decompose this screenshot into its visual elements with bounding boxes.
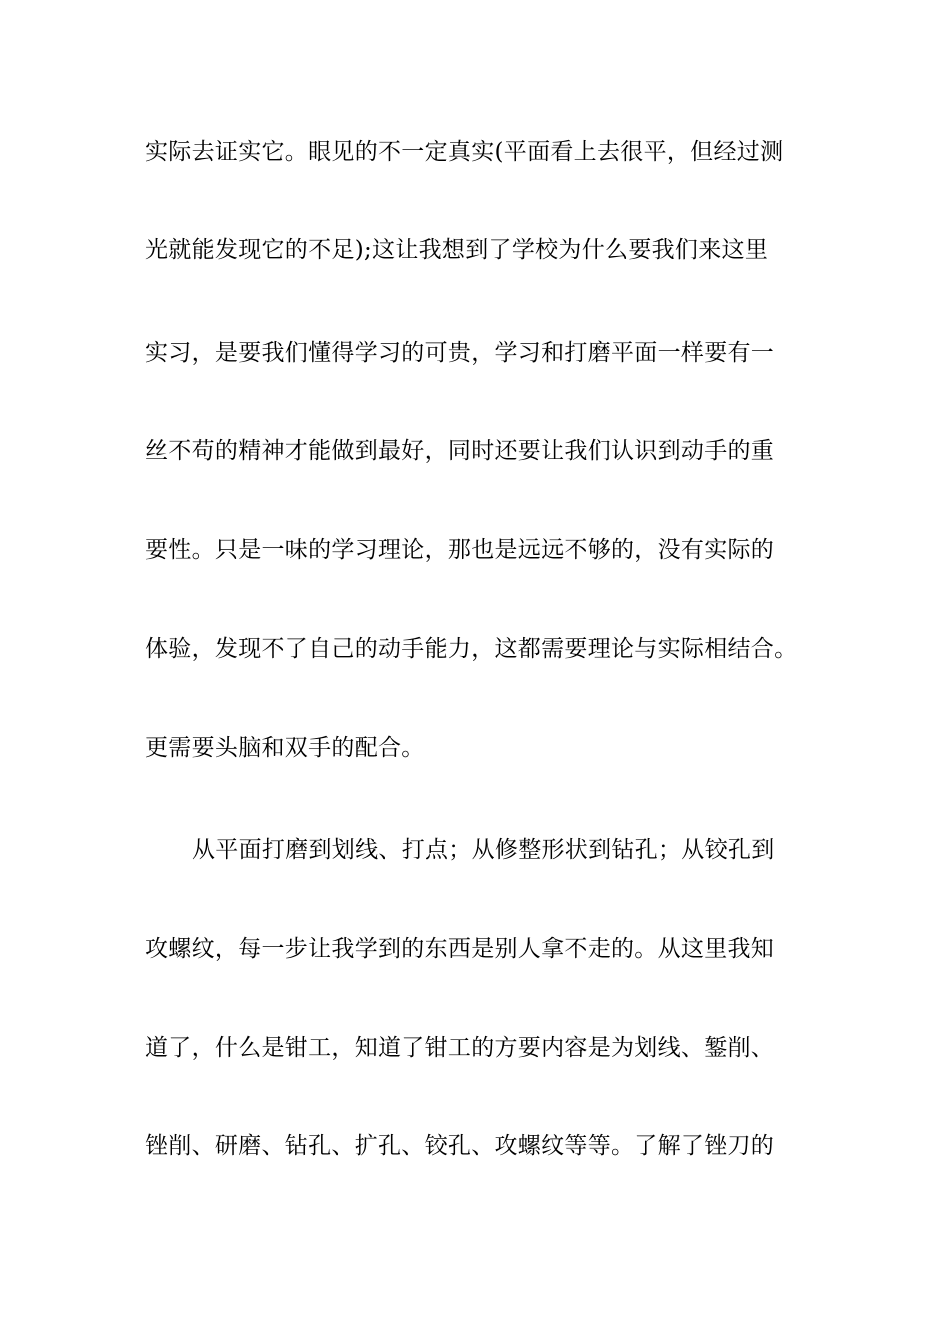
text-line-9: 攻螺纹，每一步让我学到的东西是别人拿不走的。从这里我知 — [145, 936, 775, 962]
text-line-3: 实习，是要我们懂得学习的可贵，学习和打磨平面一样要有一 — [145, 340, 775, 366]
text-line-4: 丝不苟的精神才能做到最好，同时还要让我们认识到动手的重 — [145, 438, 775, 464]
paragraph-start-line: 从平面打磨到划线、打点；从修整形状到钻孔；从铰孔到 — [192, 837, 775, 863]
text-line-1: 实际去证实它。眼见的不一定真实(平面看上去很平，但经过测 — [145, 139, 784, 165]
text-line-2: 光就能发现它的不足);这让我想到了学校为什么要我们来这里 — [145, 237, 769, 263]
text-line-7: 更需要头脑和双手的配合。 — [145, 735, 425, 761]
text-line-10: 道了，什么是钳工，知道了钳工的方要内容是为划线、錾削、 — [145, 1035, 775, 1061]
text-line-11: 锉削、研磨、钻孔、扩孔、铰孔、攻螺纹等等。了解了锉刀的 — [145, 1133, 775, 1159]
text-line-5: 要性。只是一味的学习理论，那也是远远不够的，没有实际的 — [145, 537, 775, 563]
text-line-6: 体验，发现不了自己的动手能力，这都需要理论与实际相结合。 — [145, 636, 798, 662]
